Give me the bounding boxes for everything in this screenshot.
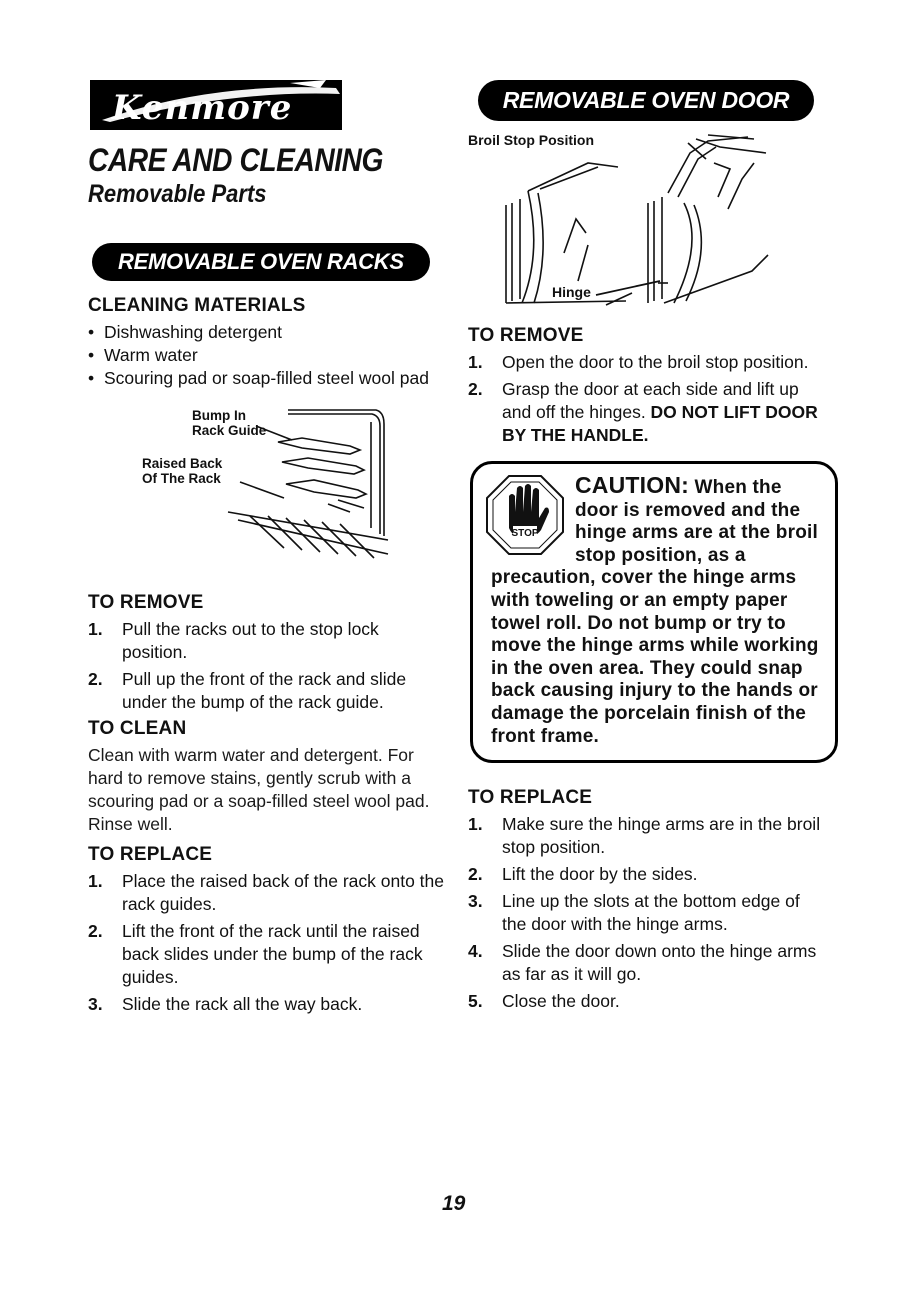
rack-remove-steps bbox=[88, 618, 448, 714]
stop-hand-warning-icon bbox=[485, 474, 565, 558]
logo-wordmark: Kenmore bbox=[112, 88, 293, 128]
list-item: 1. Pull the racks out to the stop lock position. bbox=[88, 619, 379, 662]
list-item: 2. Grasp the door at each side and lift up and off the hinges. DO NOT LIFT DOOR BY THE HANDLE. bbox=[468, 379, 818, 445]
rack-illustration bbox=[88, 404, 448, 572]
label-broil-stop: Broil Stop Position bbox=[468, 132, 594, 148]
list-item: • Warm water bbox=[88, 344, 448, 367]
door-remove-steps bbox=[468, 351, 828, 447]
kenmore-logo bbox=[90, 80, 342, 130]
label-raised-back: Raised Back bbox=[142, 456, 223, 471]
list-item: • Dishwashing detergent bbox=[88, 321, 448, 344]
list-item: 5. Close the door. bbox=[468, 991, 620, 1012]
door-replace-heading: TO REPLACE bbox=[468, 787, 593, 809]
rack-remove-heading: TO REMOVE bbox=[88, 592, 204, 613]
door-remove-heading: TO REMOVE bbox=[468, 325, 584, 346]
rack-replace-heading: TO REPLACE bbox=[88, 844, 213, 865]
caution-box bbox=[470, 461, 838, 763]
caution-body: When the door is removed and the hinge arms are at the broil stop position, as a precaution, cover the hinge arms with toweling or an empty paper towel roll. Do not bump or try to move the hinge arms while working in the oven area. They could snap back causing injury to the hands or damage the porcelain finish of the front frame. bbox=[491, 477, 819, 747]
label-bump-in: Bump In bbox=[192, 408, 246, 423]
list-item: 1. Place the raised back of the rack onto the rack guides. bbox=[88, 871, 444, 914]
left-column bbox=[88, 80, 448, 1020]
materials-heading: CLEANING MATERIALS bbox=[88, 295, 306, 316]
list-item: 3. Line up the slots at the bottom edge of the door with the hinge arms. bbox=[468, 891, 800, 935]
list-item: 2. Lift the door by the sides. bbox=[468, 864, 698, 885]
svg-text:STOP: STOP bbox=[511, 528, 539, 539]
label-of-the-rack: Of The Rack bbox=[142, 471, 221, 486]
page-title: CARE AND CLEANING bbox=[88, 142, 383, 178]
rack-clean-text: Clean with warm water and detergent. For hard to remove stains, gently scrub with a scouring pad or a soap-filled steel wool pad. Rinse well. bbox=[88, 745, 430, 834]
list-item: 4. Slide the door down onto the hinge arms as far as it will go. bbox=[468, 941, 817, 985]
section-pill-racks: REMOVABLE OVEN RACKS bbox=[92, 243, 430, 281]
list-item: 1. Open the door to the broil stop position. bbox=[468, 352, 809, 372]
right-column bbox=[468, 80, 828, 1017]
materials-list bbox=[88, 321, 448, 390]
list-item: • Scouring pad or soap-filled steel wool pad bbox=[88, 367, 448, 390]
list-item: 2. Pull up the front of the rack and slide under the bump of the rack guide. bbox=[88, 669, 407, 712]
rack-clean-heading: TO CLEAN bbox=[88, 718, 187, 739]
door-illustration bbox=[468, 133, 828, 319]
page-number: 19 bbox=[442, 1192, 466, 1215]
door-replace-steps bbox=[468, 813, 828, 1013]
list-item: 1. Make sure the hinge arms are in the broil stop position. bbox=[468, 814, 821, 858]
hinge-pointer bbox=[596, 281, 660, 295]
list-item: 3. Slide the rack all the way back. bbox=[88, 994, 363, 1014]
label-rack-guide: Rack Guide bbox=[192, 423, 267, 438]
caution-heading: CAUTION: bbox=[575, 472, 690, 498]
list-item: 2. Lift the front of the rack until the raised back slides under the bump of the rack guides. bbox=[88, 921, 423, 987]
door-diagram bbox=[468, 133, 828, 319]
section-pill-door: REMOVABLE OVEN DOOR bbox=[478, 80, 814, 121]
label-hinge: Hinge bbox=[552, 284, 591, 300]
rack-diagram bbox=[88, 404, 448, 572]
rack-replace-steps bbox=[88, 870, 448, 1016]
page-subtitle: Removable Parts bbox=[88, 180, 267, 208]
